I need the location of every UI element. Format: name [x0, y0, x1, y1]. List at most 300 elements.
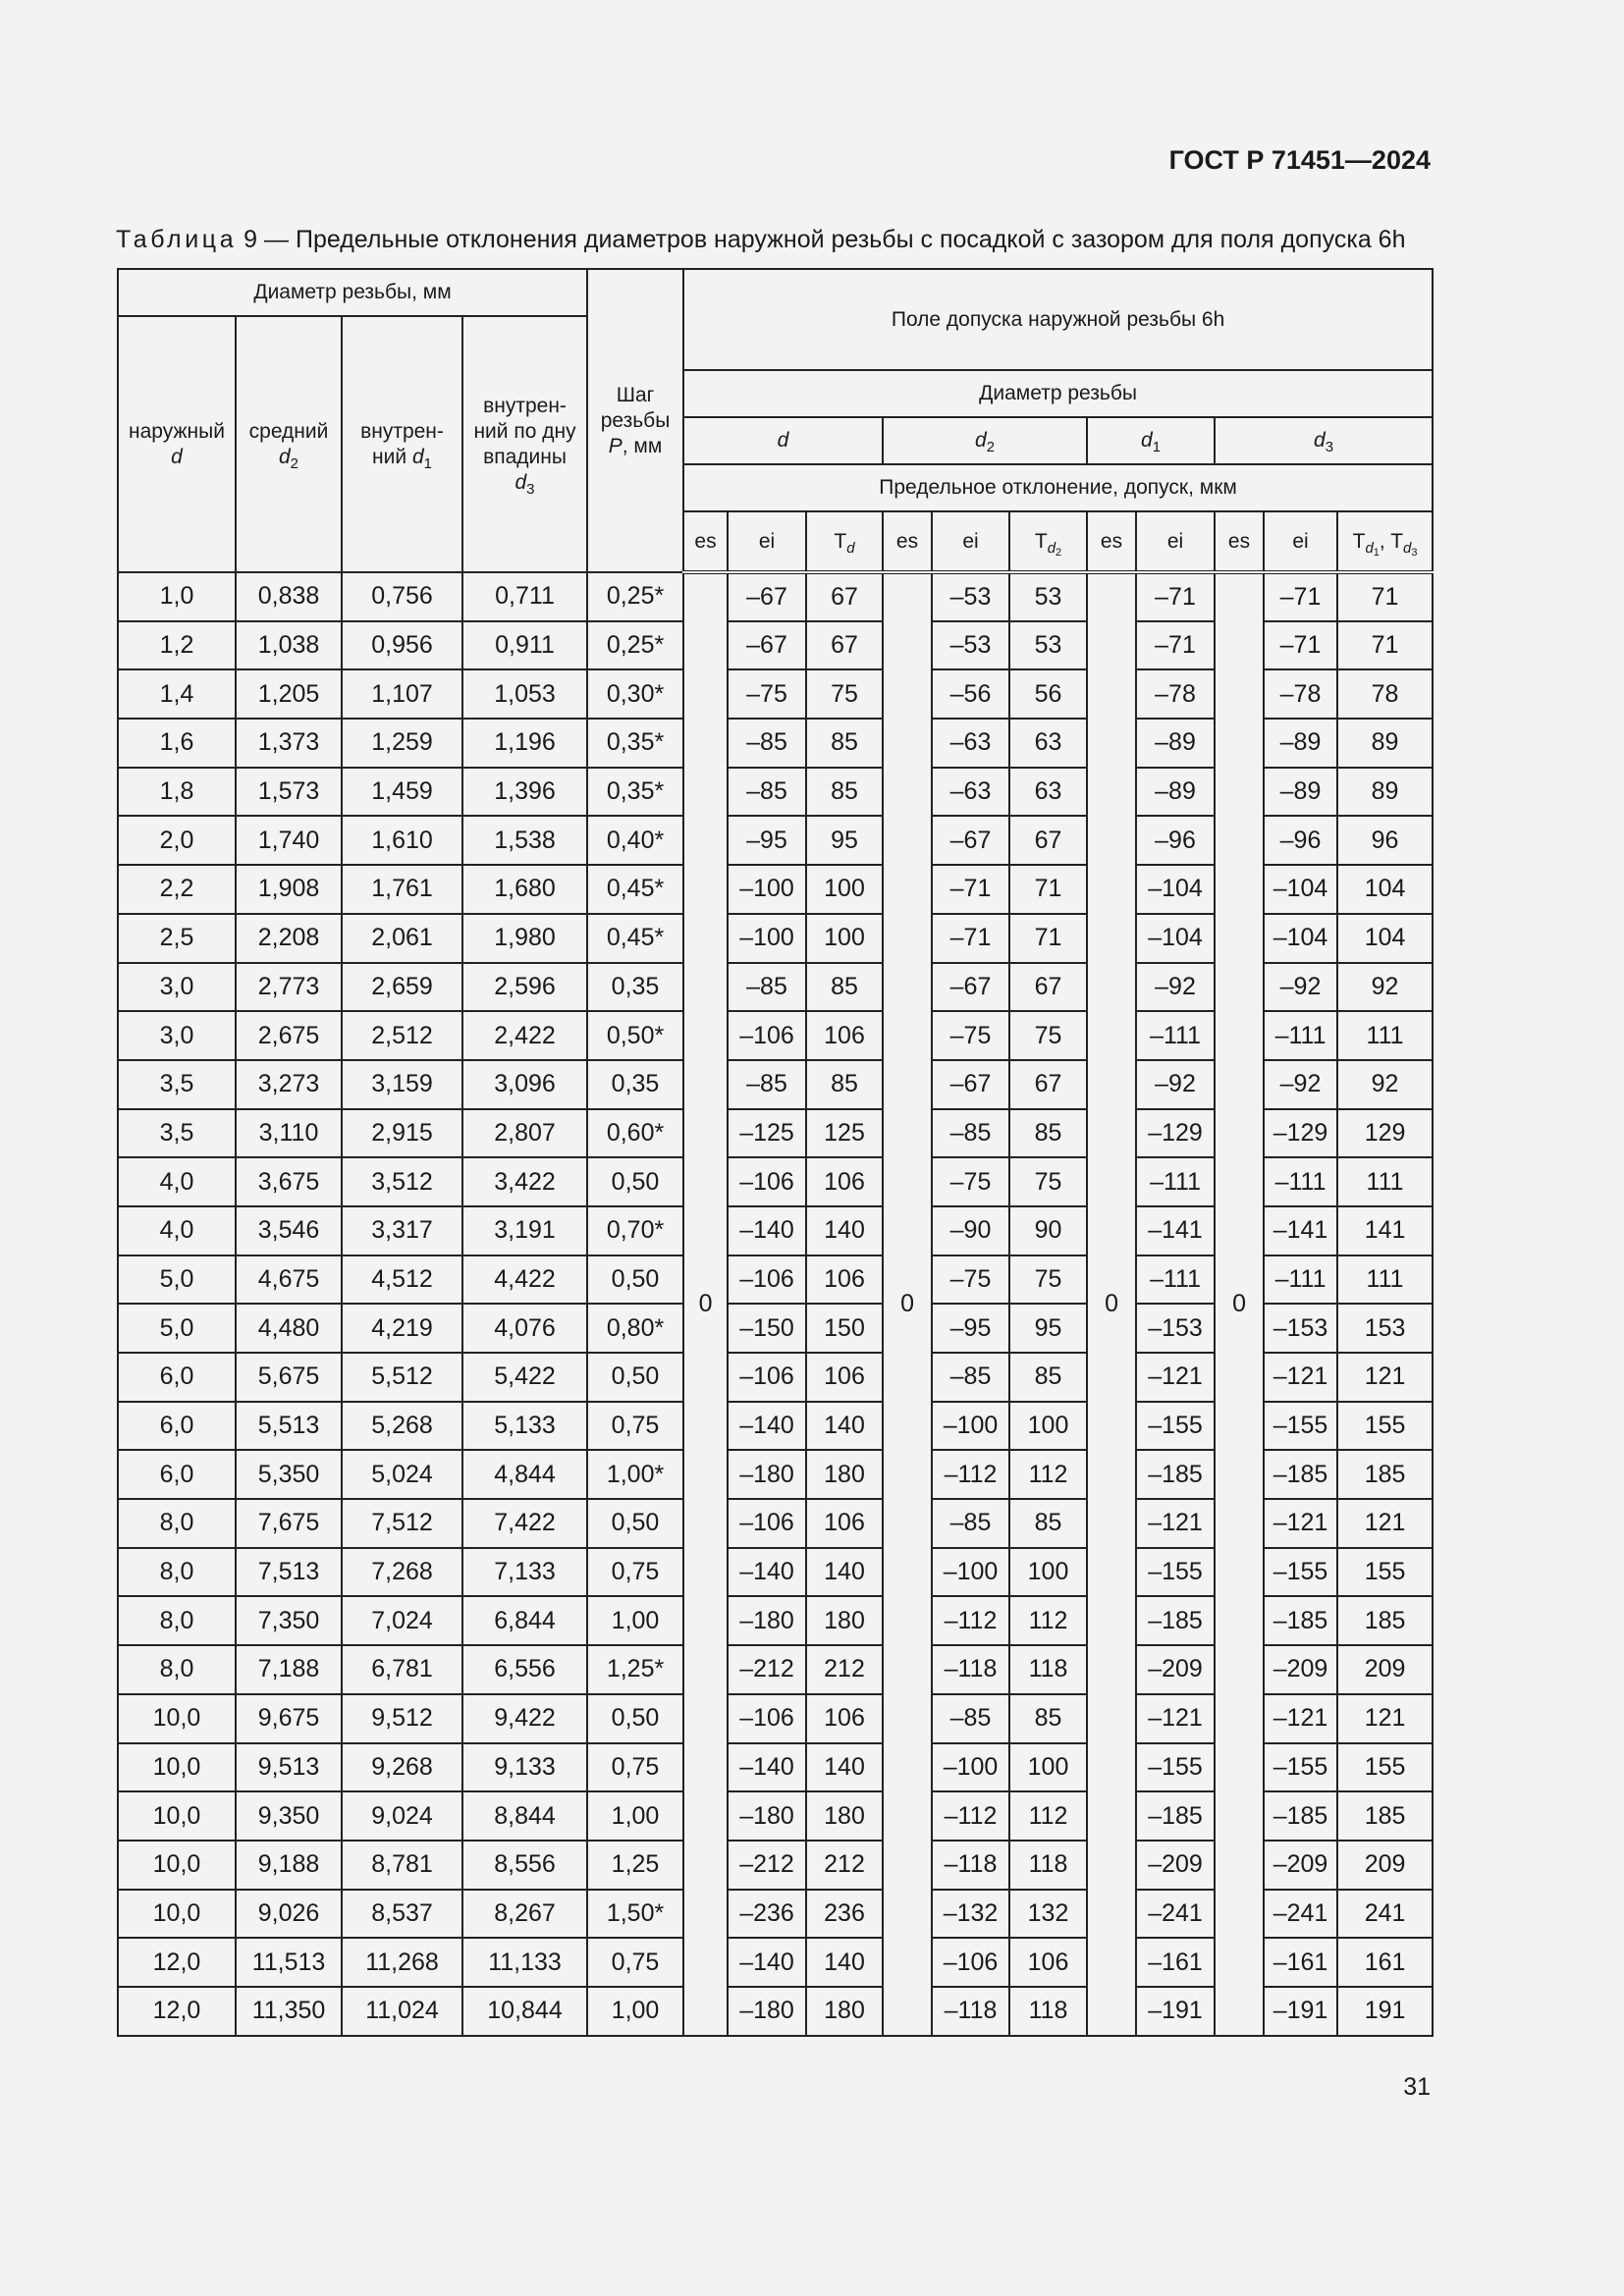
cell-d3-td: 141: [1337, 1206, 1433, 1255]
header-mean-diameter: средний $d_2$: [236, 316, 342, 572]
cell-d-ei: –85: [728, 719, 806, 768]
cell-inner: 7,268: [342, 1548, 462, 1597]
cell-d1-ei: –104: [1136, 865, 1215, 914]
cell-d-td: 125: [806, 1109, 883, 1158]
cell-d3-td: 89: [1337, 719, 1433, 768]
cell-d3-td: 121: [1337, 1353, 1433, 1402]
cell-d3-ei: –191: [1264, 1987, 1337, 2036]
cell-d2-ei: –100: [932, 1402, 1009, 1451]
cell-mean: 9,675: [236, 1694, 342, 1743]
cell-inner: 4,512: [342, 1255, 462, 1305]
cell-d2-td: 67: [1009, 816, 1087, 865]
cell-d3-td: 121: [1337, 1499, 1433, 1548]
cell-d-td: 140: [806, 1402, 883, 1451]
cell-d-ei: –180: [728, 1791, 806, 1841]
cell-root: 2,596: [462, 963, 587, 1012]
cell-outer: 1,0: [118, 572, 236, 621]
header-es: es: [1215, 511, 1264, 572]
cell-mean: 1,573: [236, 768, 342, 817]
cell-d-td: 212: [806, 1841, 883, 1890]
cell-pitch: 1,00: [587, 1596, 683, 1645]
header-d: d: [683, 417, 883, 464]
cell-d3-td: 121: [1337, 1694, 1433, 1743]
cell-d-td: 140: [806, 1743, 883, 1792]
cell-d1-ei: –89: [1136, 768, 1215, 817]
cell-d2-td: 112: [1009, 1791, 1087, 1841]
cell-d3-td: 111: [1337, 1011, 1433, 1060]
cell-pitch: 0,50: [587, 1499, 683, 1548]
cell-inner: 9,024: [342, 1791, 462, 1841]
cell-outer: 10,0: [118, 1791, 236, 1841]
cell-d3-ei: –155: [1264, 1548, 1337, 1597]
cell-outer: 6,0: [118, 1402, 236, 1451]
header-td: $T_d$: [806, 511, 883, 572]
header-d3: $d_3$: [1215, 417, 1433, 464]
cell-d1-ei: –209: [1136, 1645, 1215, 1694]
cell-d3-td: 185: [1337, 1791, 1433, 1841]
cell-pitch: 0,75: [587, 1743, 683, 1792]
cell-d3-ei: –92: [1264, 963, 1337, 1012]
cell-d1-ei: –111: [1136, 1157, 1215, 1206]
cell-d2-ei: –118: [932, 1987, 1009, 2036]
cell-root: 11,133: [462, 1938, 587, 1987]
cell-d1-ei: –121: [1136, 1499, 1215, 1548]
cell-d-td: 85: [806, 768, 883, 817]
cell-mean: 1,038: [236, 621, 342, 670]
cell-d3-td: 209: [1337, 1841, 1433, 1890]
cell-pitch: 0,80*: [587, 1304, 683, 1353]
table-caption: [116, 226, 1432, 254]
cell-root: 5,422: [462, 1353, 587, 1402]
cell-pitch: 0,35: [587, 963, 683, 1012]
cell-d1-ei: –71: [1136, 572, 1215, 621]
cell-d2-td: 85: [1009, 1109, 1087, 1158]
cell-d2-td: 67: [1009, 963, 1087, 1012]
cell-outer: 5,0: [118, 1304, 236, 1353]
cell-inner: 2,915: [342, 1109, 462, 1158]
cell-mean: 7,350: [236, 1596, 342, 1645]
header-d2: $d_2$: [883, 417, 1087, 464]
cell-pitch: 0,50: [587, 1353, 683, 1402]
cell-d-ei: –100: [728, 865, 806, 914]
cell-d3-ei: –185: [1264, 1450, 1337, 1499]
cell-inner: 5,024: [342, 1450, 462, 1499]
cell-d-td: 67: [806, 621, 883, 670]
cell-es-d3: 0: [1215, 572, 1264, 2036]
cell-d2-td: 118: [1009, 1841, 1087, 1890]
cell-d1-ei: –129: [1136, 1109, 1215, 1158]
cell-pitch: 0,75: [587, 1548, 683, 1597]
cell-inner: 0,756: [342, 572, 462, 621]
cell-d2-td: 90: [1009, 1206, 1087, 1255]
cell-outer: 2,0: [118, 816, 236, 865]
cell-d2-td: 112: [1009, 1450, 1087, 1499]
cell-d-ei: –106: [728, 1255, 806, 1305]
header-root-diameter: внутрен- ний по дну впадины $d_3$: [462, 316, 587, 572]
cell-d2-ei: –71: [932, 865, 1009, 914]
cell-root: 1,396: [462, 768, 587, 817]
header-thread-diameter-mm: Диаметр резьбы, мм: [118, 269, 587, 316]
cell-d1-ei: –96: [1136, 816, 1215, 865]
cell-d-ei: –140: [728, 1938, 806, 1987]
cell-root: 0,711: [462, 572, 587, 621]
cell-es-d2: 0: [883, 572, 932, 2036]
cell-d-ei: –85: [728, 1060, 806, 1109]
cell-d2-ei: –67: [932, 963, 1009, 1012]
cell-pitch: 0,50*: [587, 1011, 683, 1060]
cell-mean: 9,188: [236, 1841, 342, 1890]
cell-d-td: 106: [806, 1499, 883, 1548]
cell-d3-td: 111: [1337, 1255, 1433, 1305]
cell-d3-td: 155: [1337, 1743, 1433, 1792]
cell-d3-ei: –121: [1264, 1499, 1337, 1548]
cell-inner: 11,268: [342, 1938, 462, 1987]
cell-d-ei: –140: [728, 1206, 806, 1255]
cell-d3-td: 71: [1337, 572, 1433, 621]
table-header: [118, 269, 1433, 572]
cell-root: 6,844: [462, 1596, 587, 1645]
cell-d-ei: –85: [728, 963, 806, 1012]
cell-d2-ei: –95: [932, 1304, 1009, 1353]
cell-d-ei: –85: [728, 768, 806, 817]
cell-d2-td: 85: [1009, 1499, 1087, 1548]
cell-pitch: 0,40*: [587, 816, 683, 865]
cell-mean: 2,773: [236, 963, 342, 1012]
cell-d3-ei: –141: [1264, 1206, 1337, 1255]
cell-pitch: 0,25*: [587, 621, 683, 670]
cell-d2-ei: –63: [932, 719, 1009, 768]
cell-d3-td: 92: [1337, 963, 1433, 1012]
header-tolerance-field: Поле допуска наружной резьбы 6h: [683, 269, 1433, 370]
cell-root: 1,680: [462, 865, 587, 914]
cell-d-ei: –67: [728, 572, 806, 621]
cell-d3-td: 78: [1337, 669, 1433, 719]
cell-inner: 0,956: [342, 621, 462, 670]
header-inner-diameter: внутрен- ний $d_1$: [342, 316, 462, 572]
cell-root: 1,538: [462, 816, 587, 865]
cell-d-ei: –180: [728, 1596, 806, 1645]
cell-d2-ei: –85: [932, 1109, 1009, 1158]
cell-outer: 10,0: [118, 1694, 236, 1743]
cell-root: 9,422: [462, 1694, 587, 1743]
page-number: 31: [1403, 2073, 1431, 2101]
cell-d2-ei: –118: [932, 1841, 1009, 1890]
cell-mean: 3,546: [236, 1206, 342, 1255]
cell-inner: 2,659: [342, 963, 462, 1012]
table-body: [118, 572, 1433, 2036]
cell-d1-ei: –155: [1136, 1402, 1215, 1451]
cell-d3-ei: –104: [1264, 865, 1337, 914]
cell-d1-ei: –78: [1136, 669, 1215, 719]
cell-d3-td: 191: [1337, 1987, 1433, 2036]
cell-d2-td: 100: [1009, 1743, 1087, 1792]
cell-inner: 5,268: [342, 1402, 462, 1451]
deviation-table: [117, 268, 1434, 2037]
cell-d3-ei: –209: [1264, 1645, 1337, 1694]
cell-outer: 1,2: [118, 621, 236, 670]
cell-d3-ei: –161: [1264, 1938, 1337, 1987]
cell-root: 1,196: [462, 719, 587, 768]
cell-d3-ei: –155: [1264, 1743, 1337, 1792]
cell-d-td: 180: [806, 1791, 883, 1841]
cell-pitch: 0,50: [587, 1157, 683, 1206]
cell-d-td: 106: [806, 1011, 883, 1060]
cell-d3-ei: –111: [1264, 1255, 1337, 1305]
cell-d3-td: 241: [1337, 1890, 1433, 1939]
cell-d-ei: –106: [728, 1499, 806, 1548]
cell-mean: 4,480: [236, 1304, 342, 1353]
cell-d3-ei: –78: [1264, 669, 1337, 719]
cell-d2-ei: –100: [932, 1743, 1009, 1792]
cell-d3-td: 129: [1337, 1109, 1433, 1158]
cell-mean: 7,188: [236, 1645, 342, 1694]
cell-d1-ei: –153: [1136, 1304, 1215, 1353]
cell-d2-td: 106: [1009, 1938, 1087, 1987]
cell-d2-td: 53: [1009, 621, 1087, 670]
cell-d2-ei: –118: [932, 1645, 1009, 1694]
cell-mean: 3,675: [236, 1157, 342, 1206]
cell-d3-ei: –185: [1264, 1596, 1337, 1645]
cell-outer: 2,2: [118, 865, 236, 914]
cell-d1-ei: –241: [1136, 1890, 1215, 1939]
cell-d-td: 95: [806, 816, 883, 865]
table-row: [118, 572, 1433, 621]
header-deviation: Предельное отклонение, допуск, мкм: [683, 464, 1433, 511]
cell-d1-ei: –161: [1136, 1938, 1215, 1987]
cell-d2-ei: –71: [932, 914, 1009, 963]
cell-d3-td: 209: [1337, 1645, 1433, 1694]
cell-d-td: 106: [806, 1353, 883, 1402]
cell-outer: 6,0: [118, 1353, 236, 1402]
cell-d3-ei: –89: [1264, 719, 1337, 768]
cell-pitch: 0,35: [587, 1060, 683, 1109]
cell-d3-ei: –111: [1264, 1011, 1337, 1060]
table-caption-text: 9 — Предельные отклонения диаметров наружной резьбы с посадкой с зазором для поля допуска 6h: [237, 226, 1406, 253]
cell-d3-ei: –92: [1264, 1060, 1337, 1109]
cell-d2-ei: –112: [932, 1596, 1009, 1645]
cell-pitch: 1,25*: [587, 1645, 683, 1694]
cell-d3-td: 155: [1337, 1548, 1433, 1597]
cell-mean: 2,675: [236, 1011, 342, 1060]
cell-mean: 4,675: [236, 1255, 342, 1305]
table-caption-label: Таблица: [116, 226, 238, 253]
cell-inner: 2,512: [342, 1011, 462, 1060]
cell-pitch: 0,60*: [587, 1109, 683, 1158]
header-es: es: [683, 511, 728, 572]
cell-d-td: 180: [806, 1987, 883, 2036]
cell-d2-ei: –63: [932, 768, 1009, 817]
cell-d2-ei: –90: [932, 1206, 1009, 1255]
cell-d2-td: 118: [1009, 1645, 1087, 1694]
cell-d3-ei: –71: [1264, 572, 1337, 621]
cell-inner: 9,268: [342, 1743, 462, 1792]
cell-d3-ei: –89: [1264, 768, 1337, 817]
cell-d2-ei: –85: [932, 1353, 1009, 1402]
cell-d3-td: 153: [1337, 1304, 1433, 1353]
cell-d2-td: 63: [1009, 719, 1087, 768]
cell-mean: 11,513: [236, 1938, 342, 1987]
cell-pitch: 0,25*: [587, 572, 683, 621]
cell-d2-td: 112: [1009, 1596, 1087, 1645]
cell-inner: 2,061: [342, 914, 462, 963]
cell-d2-ei: –53: [932, 621, 1009, 670]
cell-outer: 3,0: [118, 1011, 236, 1060]
cell-pitch: 0,75: [587, 1402, 683, 1451]
cell-d-td: 150: [806, 1304, 883, 1353]
cell-d-ei: –100: [728, 914, 806, 963]
cell-mean: 11,350: [236, 1987, 342, 2036]
cell-root: 3,191: [462, 1206, 587, 1255]
cell-d-td: 100: [806, 865, 883, 914]
cell-d2-ei: –56: [932, 669, 1009, 719]
cell-d-td: 75: [806, 669, 883, 719]
cell-outer: 10,0: [118, 1890, 236, 1939]
cell-d2-td: 118: [1009, 1987, 1087, 2036]
cell-pitch: 1,00: [587, 1791, 683, 1841]
cell-d3-td: 104: [1337, 914, 1433, 963]
cell-es-d1: 0: [1087, 572, 1136, 2036]
cell-root: 6,556: [462, 1645, 587, 1694]
cell-d1-ei: –185: [1136, 1596, 1215, 1645]
cell-es-d: 0: [683, 572, 728, 2036]
cell-d2-ei: –112: [932, 1791, 1009, 1841]
cell-d-td: 85: [806, 963, 883, 1012]
cell-pitch: 0,45*: [587, 865, 683, 914]
cell-mean: 7,513: [236, 1548, 342, 1597]
cell-inner: 1,459: [342, 768, 462, 817]
cell-d2-ei: –67: [932, 1060, 1009, 1109]
cell-d1-ei: –185: [1136, 1791, 1215, 1841]
cell-pitch: 1,25: [587, 1841, 683, 1890]
cell-d-ei: –106: [728, 1353, 806, 1402]
cell-d2-ei: –75: [932, 1255, 1009, 1305]
header-ei: ei: [1136, 511, 1215, 572]
cell-d2-td: 56: [1009, 669, 1087, 719]
cell-root: 4,844: [462, 1450, 587, 1499]
cell-d1-ei: –121: [1136, 1694, 1215, 1743]
cell-root: 1,980: [462, 914, 587, 963]
cell-root: 8,267: [462, 1890, 587, 1939]
header-diameter: Диаметр резьбы: [683, 370, 1433, 417]
cell-d2-ei: –100: [932, 1548, 1009, 1597]
cell-mean: 3,110: [236, 1109, 342, 1158]
cell-d2-td: 63: [1009, 768, 1087, 817]
cell-inner: 7,024: [342, 1596, 462, 1645]
cell-pitch: 0,45*: [587, 914, 683, 963]
cell-d-ei: –180: [728, 1987, 806, 2036]
cell-mean: 0,838: [236, 572, 342, 621]
cell-mean: 5,513: [236, 1402, 342, 1451]
cell-d-ei: –67: [728, 621, 806, 670]
cell-d3-ei: –155: [1264, 1402, 1337, 1451]
header-td1-td3: $T_{d_1}$, $T_{d_3}$: [1337, 511, 1433, 572]
cell-d-td: 236: [806, 1890, 883, 1939]
cell-inner: 3,159: [342, 1060, 462, 1109]
cell-d3-td: 104: [1337, 865, 1433, 914]
cell-outer: 1,6: [118, 719, 236, 768]
cell-outer: 3,5: [118, 1109, 236, 1158]
cell-d2-td: 71: [1009, 865, 1087, 914]
cell-root: 8,556: [462, 1841, 587, 1890]
cell-d2-ei: –106: [932, 1938, 1009, 1987]
cell-pitch: 1,00: [587, 1987, 683, 2036]
cell-d2-ei: –75: [932, 1157, 1009, 1206]
cell-d2-ei: –75: [932, 1011, 1009, 1060]
cell-root: 5,133: [462, 1402, 587, 1451]
cell-d-ei: –180: [728, 1450, 806, 1499]
cell-d-td: 180: [806, 1450, 883, 1499]
cell-d2-ei: –132: [932, 1890, 1009, 1939]
cell-d-td: 140: [806, 1938, 883, 1987]
cell-inner: 4,219: [342, 1304, 462, 1353]
cell-inner: 5,512: [342, 1353, 462, 1402]
cell-d-ei: –75: [728, 669, 806, 719]
cell-d-ei: –106: [728, 1157, 806, 1206]
cell-d2-ei: –85: [932, 1694, 1009, 1743]
cell-pitch: 0,70*: [587, 1206, 683, 1255]
cell-d-ei: –140: [728, 1548, 806, 1597]
cell-d3-td: 155: [1337, 1402, 1433, 1451]
cell-pitch: 0,75: [587, 1938, 683, 1987]
cell-d-ei: –106: [728, 1694, 806, 1743]
cell-d-td: 100: [806, 914, 883, 963]
cell-inner: 8,537: [342, 1890, 462, 1939]
cell-d2-td: 71: [1009, 914, 1087, 963]
cell-d-ei: –212: [728, 1645, 806, 1694]
cell-d-td: 85: [806, 1060, 883, 1109]
cell-d3-ei: –71: [1264, 621, 1337, 670]
cell-mean: 1,908: [236, 865, 342, 914]
header-outer-diameter: наружный d: [118, 316, 236, 572]
cell-d3-ei: –241: [1264, 1890, 1337, 1939]
cell-d-ei: –125: [728, 1109, 806, 1158]
cell-d3-ei: –121: [1264, 1694, 1337, 1743]
cell-mean: 2,208: [236, 914, 342, 963]
cell-d-ei: –236: [728, 1890, 806, 1939]
cell-d1-ei: –104: [1136, 914, 1215, 963]
cell-outer: 2,5: [118, 914, 236, 963]
cell-inner: 7,512: [342, 1499, 462, 1548]
cell-mean: 5,675: [236, 1353, 342, 1402]
cell-d3-td: 96: [1337, 816, 1433, 865]
header-ei: ei: [932, 511, 1009, 572]
header-ei: ei: [1264, 511, 1337, 572]
document-code: ГОСТ Р 71451—2024: [1168, 145, 1431, 175]
cell-d2-ei: –53: [932, 572, 1009, 621]
cell-d-td: 106: [806, 1255, 883, 1305]
header-es: es: [883, 511, 932, 572]
cell-d-ei: –106: [728, 1011, 806, 1060]
cell-d2-ei: –67: [932, 816, 1009, 865]
cell-d-ei: –150: [728, 1304, 806, 1353]
cell-root: 1,053: [462, 669, 587, 719]
cell-outer: 12,0: [118, 1938, 236, 1987]
cell-d2-td: 75: [1009, 1255, 1087, 1305]
cell-mean: 7,675: [236, 1499, 342, 1548]
cell-d3-ei: –129: [1264, 1109, 1337, 1158]
header-ei: ei: [728, 511, 806, 572]
cell-d3-td: 111: [1337, 1157, 1433, 1206]
cell-d2-td: 85: [1009, 1353, 1087, 1402]
cell-d2-td: 95: [1009, 1304, 1087, 1353]
cell-inner: 9,512: [342, 1694, 462, 1743]
cell-d-td: 212: [806, 1645, 883, 1694]
cell-outer: 8,0: [118, 1645, 236, 1694]
cell-d1-ei: –185: [1136, 1450, 1215, 1499]
cell-d3-td: 89: [1337, 768, 1433, 817]
cell-root: 7,422: [462, 1499, 587, 1548]
cell-d3-ei: –121: [1264, 1353, 1337, 1402]
